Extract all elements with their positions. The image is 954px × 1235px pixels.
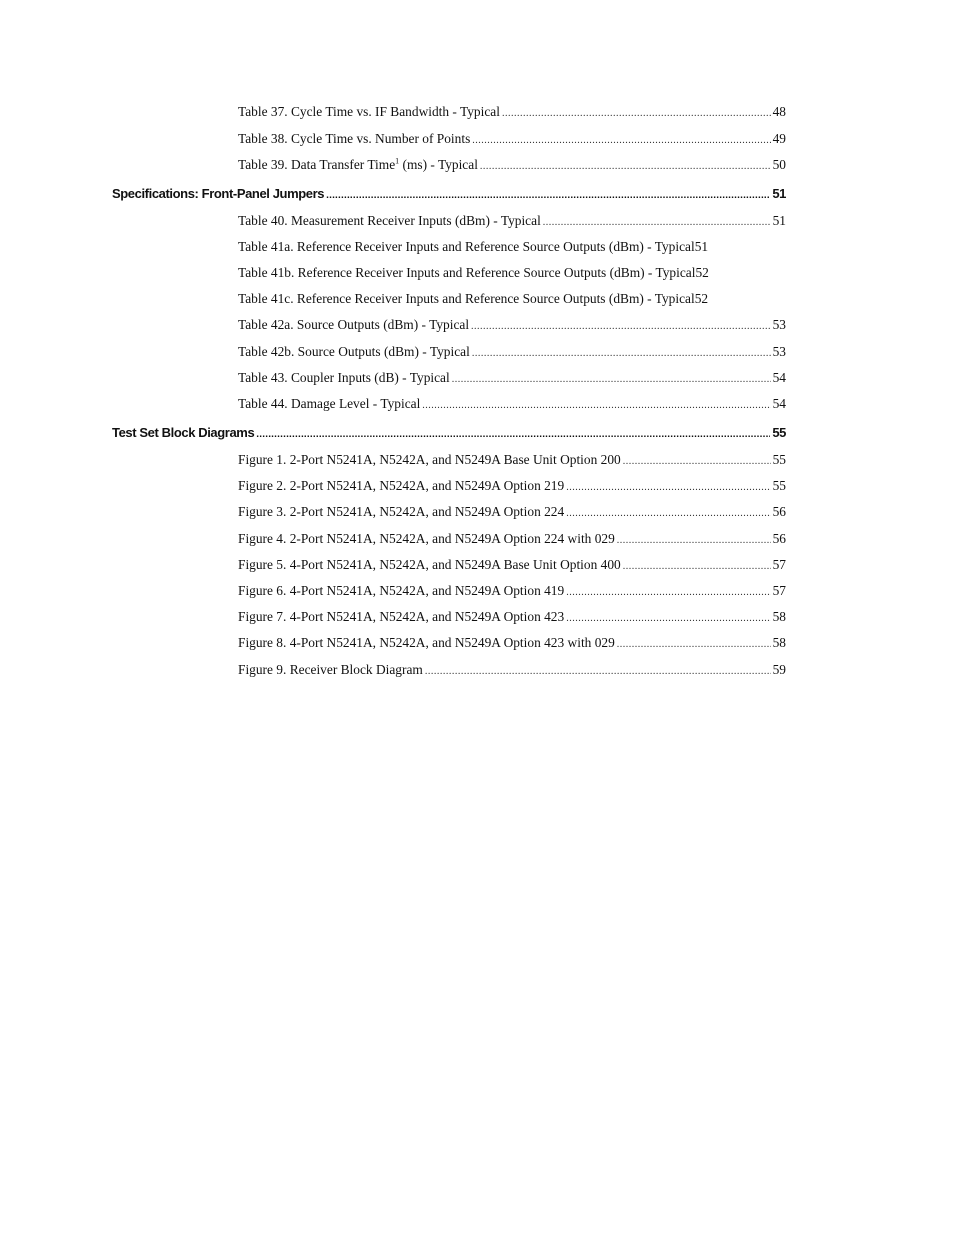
toc-entry-title: Table 42a. Source Outputs (dBm) - Typical [238, 317, 470, 332]
toc-entry-page: 58 [772, 609, 786, 624]
toc-section-title: Specifications: Front-Panel Jumpers [112, 186, 325, 201]
toc-entry-title: Figure 3. 2-Port N5241A, N5242A, and N5249A Option 224 [238, 504, 565, 519]
toc-entry[interactable] [238, 662, 786, 678]
toc-section-heading[interactable] [112, 186, 786, 201]
toc-entry[interactable] [238, 239, 786, 255]
toc-entry[interactable] [238, 265, 786, 281]
toc-entry-page: 55 [772, 478, 786, 493]
toc-entry-page: 55 [772, 452, 786, 467]
dot-leader [471, 321, 771, 332]
toc-entry-title: Table 42b. Source Outputs (dBm) - Typical [238, 344, 470, 359]
toc-entry[interactable] [238, 104, 786, 120]
dot-leader [566, 613, 770, 624]
toc-entry[interactable] [238, 131, 786, 147]
dot-leader [617, 639, 771, 650]
toc-section-title: Test Set Block Diagrams [112, 425, 255, 440]
dot-leader [502, 108, 771, 119]
toc-entry-title: Figure 4. 2-Port N5241A, N5242A, and N5249A Option 224 with 029 [238, 531, 615, 546]
toc-entry-page: 51 [772, 213, 786, 228]
dot-leader [425, 666, 771, 677]
toc-entry-page: 51 [694, 239, 709, 254]
toc-entry-title: Figure 2. 2-Port N5241A, N5242A, and N5249A Option 219 [238, 478, 565, 493]
toc-entry-page: 54 [772, 370, 786, 385]
toc-entry-title: Figure 7. 4-Port N5241A, N5242A, and N5249A Option 423 [238, 609, 565, 624]
toc-entry[interactable] [238, 157, 786, 173]
toc-entry-page: 48 [772, 104, 786, 119]
toc-entry[interactable] [238, 504, 786, 520]
toc-entry-title: Table 44. Damage Level - Typical [238, 396, 421, 411]
toc-entry-title: Table 41b. Reference Receiver Inputs and Reference Source Outputs (dBm) - Typical [238, 265, 696, 280]
toc-entry[interactable] [238, 531, 786, 547]
toc-entry-page: 56 [772, 504, 786, 519]
toc-entry[interactable] [238, 557, 786, 573]
toc-entry-page: 49 [772, 131, 786, 146]
dot-leader [617, 535, 771, 546]
toc-entry-page: 54 [772, 396, 786, 411]
dot-leader [422, 400, 770, 411]
toc-entry-page: 52 [695, 265, 709, 280]
toc-entry[interactable] [238, 317, 786, 333]
toc-section-page: 55 [772, 425, 786, 440]
toc-entry-title: Table 40. Measurement Receiver Inputs (dBm) - Typical [238, 213, 541, 228]
toc-entry-title: Figure 9. Receiver Block Diagram [238, 662, 423, 677]
dot-leader [452, 374, 771, 385]
toc-entry[interactable] [238, 478, 786, 494]
toc-section-heading[interactable] [112, 425, 786, 440]
toc-entry-page: 57 [772, 583, 786, 598]
toc-entry[interactable] [238, 635, 786, 651]
toc-entry[interactable] [238, 344, 786, 360]
toc-entry-title: Figure 1. 2-Port N5241A, N5242A, and N5249A Base Unit Option 200 [238, 452, 621, 467]
toc-entry-page: 58 [772, 635, 786, 650]
dot-leader [543, 217, 771, 228]
toc-entry-title: Figure 6. 4-Port N5241A, N5242A, and N5249A Option 419 [238, 583, 565, 598]
dot-leader [256, 429, 770, 440]
toc-entry[interactable] [238, 396, 786, 412]
toc-entry[interactable] [238, 291, 786, 307]
toc-entry-title: Figure 8. 4-Port N5241A, N5242A, and N5249A Option 423 with 029 [238, 635, 615, 650]
footnote-marker: 1 [395, 156, 400, 166]
toc-entry[interactable] [238, 213, 786, 229]
toc-entry-title-suffix: (ms) - Typical [399, 157, 478, 172]
dot-leader [326, 190, 770, 201]
toc-entry[interactable] [238, 583, 786, 599]
dot-leader [480, 161, 771, 172]
toc-section-page: 51 [772, 186, 786, 201]
toc-entry[interactable] [238, 370, 786, 386]
toc-entry-title-main: Table 39. Data Transfer Time [238, 157, 396, 172]
toc-entry-page: 52 [694, 291, 709, 306]
toc-entry[interactable] [238, 609, 786, 625]
toc-entry-title [238, 157, 478, 173]
toc-entry-title: Table 41a. Reference Receiver Inputs and Reference Source Outputs (dBm) - Typical [238, 239, 695, 254]
dot-leader [566, 482, 770, 493]
toc-entry-title: Table 43. Coupler Inputs (dB) - Typical [238, 370, 450, 385]
dot-leader [623, 456, 771, 467]
toc-entry-title: Table 38. Cycle Time vs. Number of Points [238, 131, 471, 146]
toc-entry-page: 57 [772, 557, 786, 572]
dot-leader [623, 561, 771, 572]
toc-entry-title: Table 41c. Reference Receiver Inputs and Reference Source Outputs (dBm) - Typical [238, 291, 695, 306]
toc-entry-page: 53 [772, 317, 786, 332]
toc-entry-title: Table 37. Cycle Time vs. IF Bandwidth - Typical [238, 104, 500, 119]
toc-entry-page: 56 [772, 531, 786, 546]
dot-leader [566, 587, 770, 598]
dot-leader [472, 135, 770, 146]
toc-entry[interactable] [238, 452, 786, 468]
dot-leader [566, 508, 770, 519]
toc-entry-page: 50 [772, 157, 786, 172]
toc-entry-page: 53 [772, 344, 786, 359]
dot-leader [472, 348, 771, 359]
toc-entry-page: 59 [772, 662, 786, 677]
toc-entry-title: Figure 5. 4-Port N5241A, N5242A, and N5249A Base Unit Option 400 [238, 557, 621, 572]
